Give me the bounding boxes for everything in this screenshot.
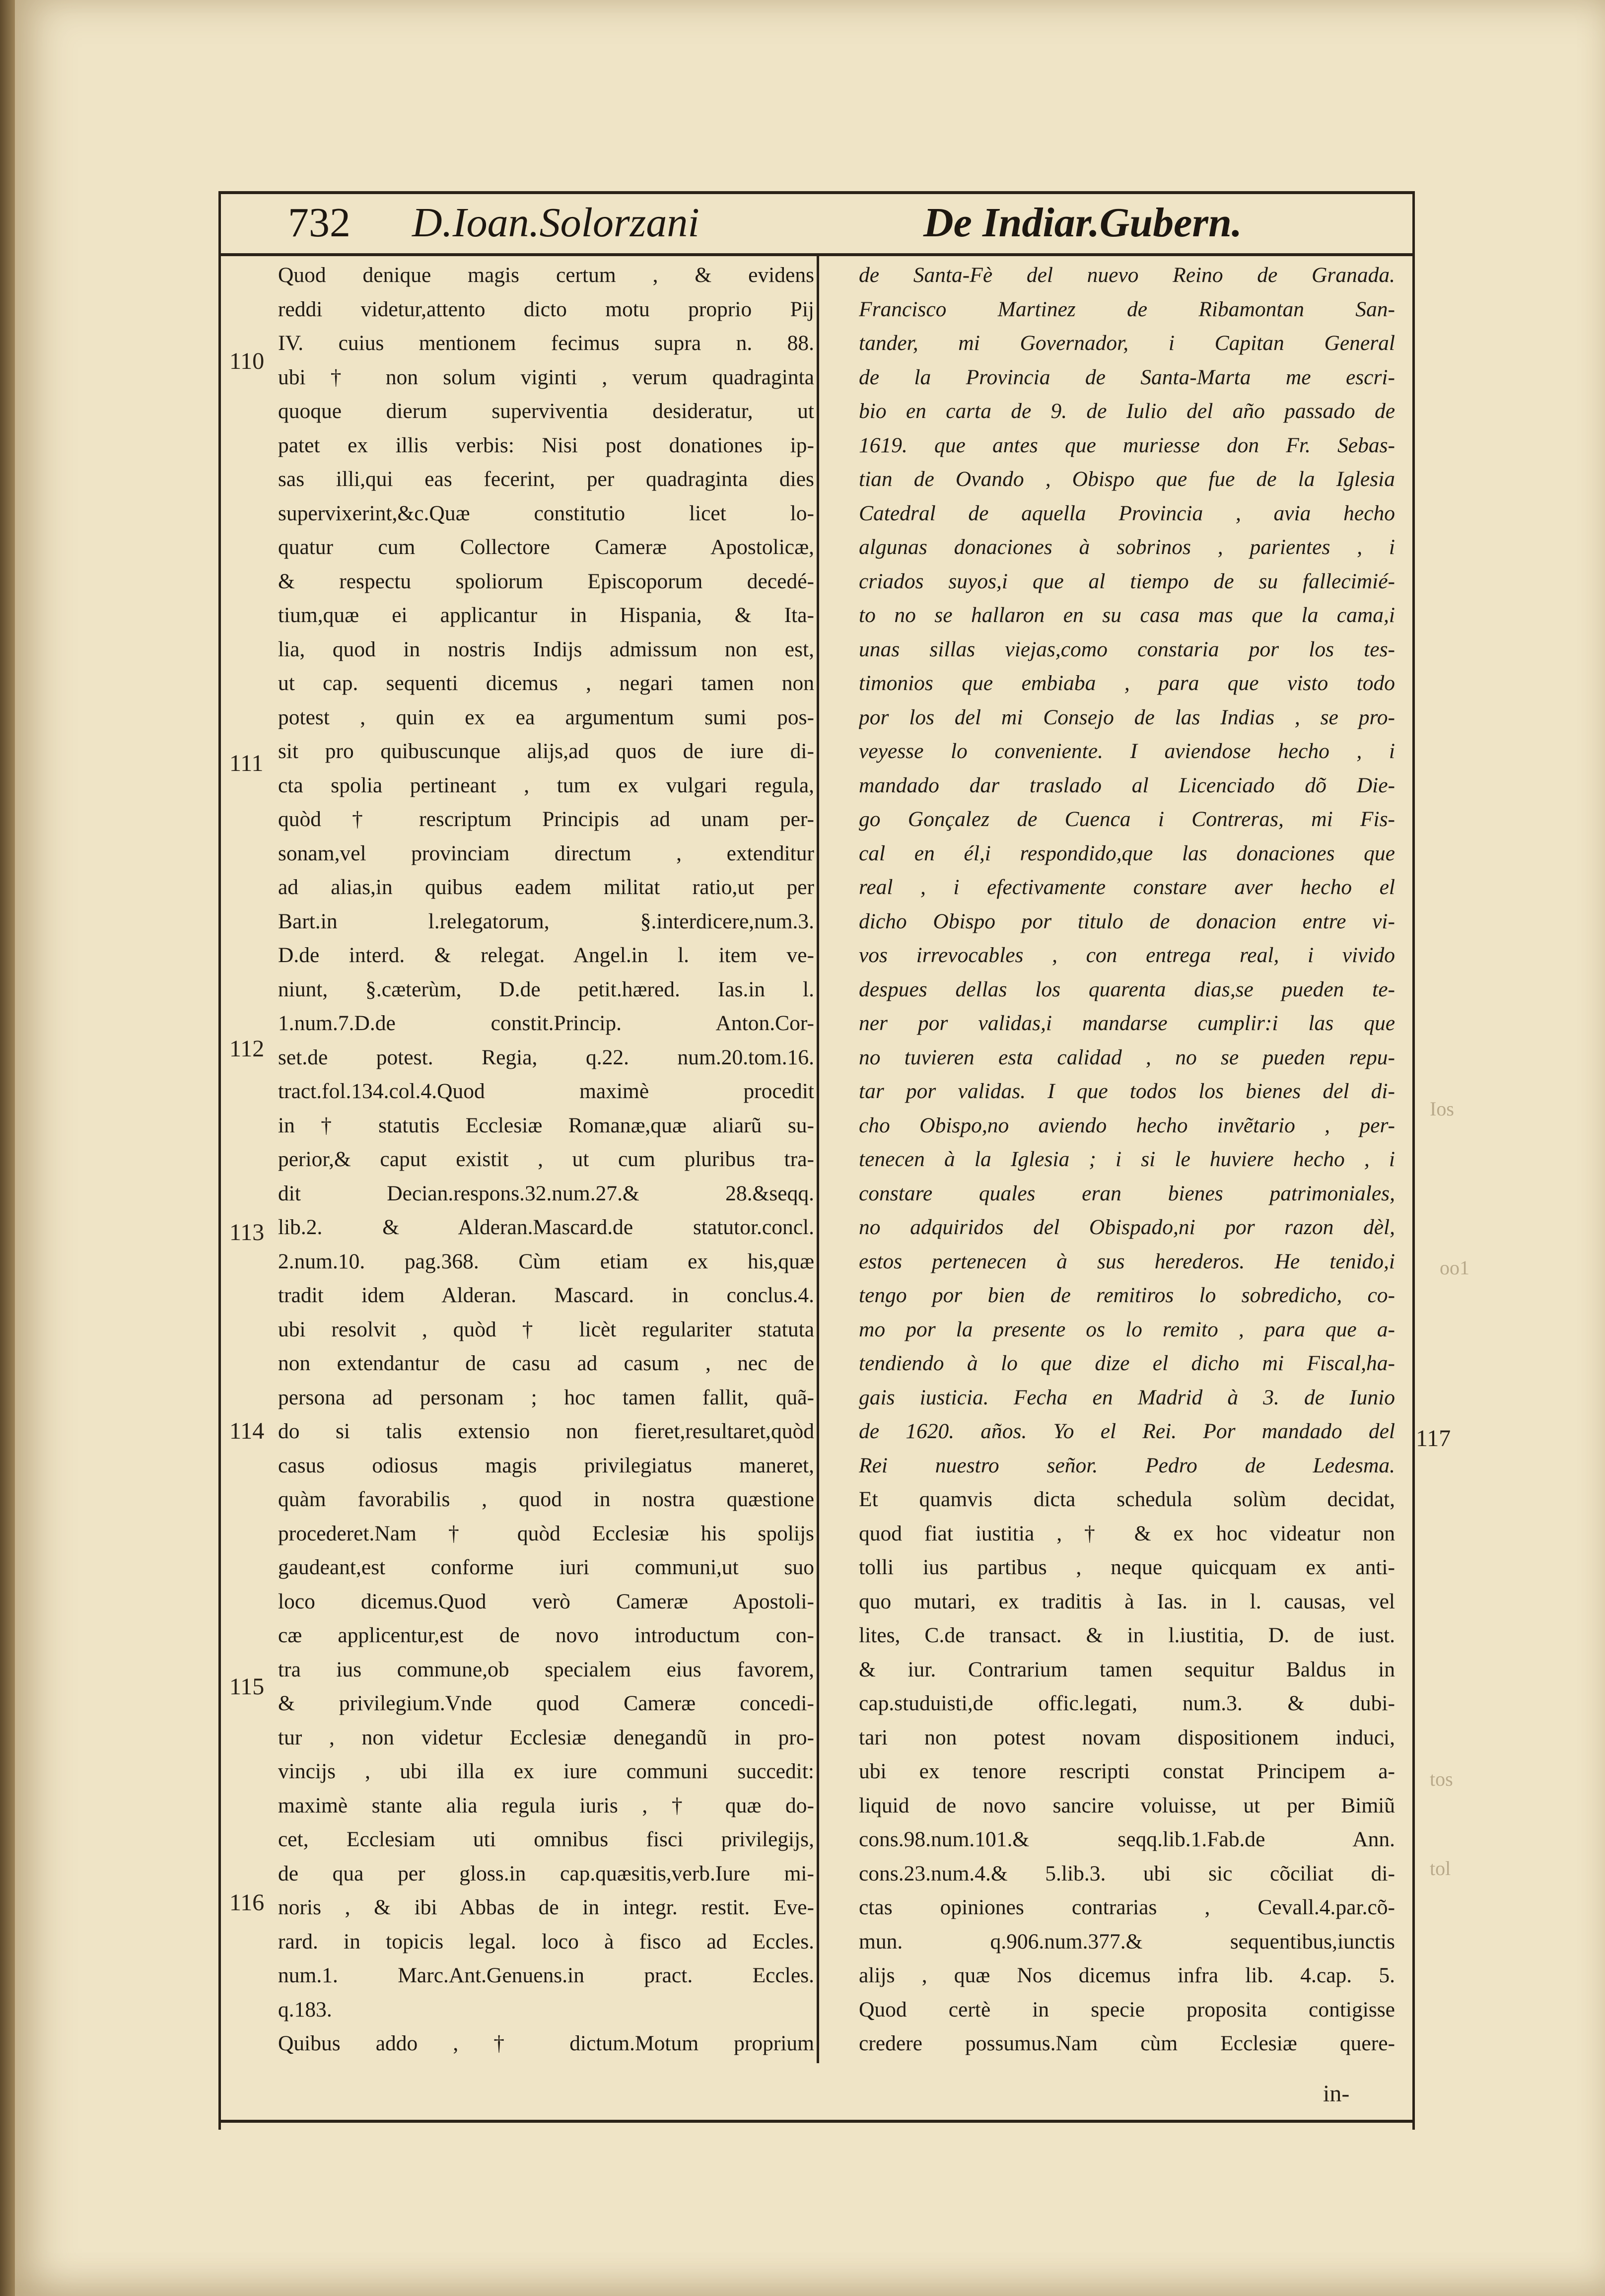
frame-bottom-rule xyxy=(218,2120,1412,2123)
text-line: bio en carta de 9. de Iulio del año passado de xyxy=(859,399,1395,423)
text-line: tar por validas. I que todos los bienes del di- xyxy=(859,1079,1395,1103)
text-line: mo por la presente os lo remito , para que a- xyxy=(859,1317,1395,1341)
text-line: potest , quin ex ea argumentum sumi pos- xyxy=(278,705,814,729)
text-line: tendiendo à lo que dize el dicho mi Fiscal,ha- xyxy=(859,1351,1395,1375)
text-line: de qua per gloss.in cap.quæsitis,verb.Iure mi- xyxy=(278,1861,814,1885)
margin-number: 114 xyxy=(229,1418,265,1444)
header-rule xyxy=(218,253,1412,256)
text-line: Bart.in l.relegatorum, §.interdicere,num.3. xyxy=(278,909,814,933)
text-line: dicho Obispo por titulo de donacion entre vi- xyxy=(859,909,1395,933)
text-line: vos irrevocables , con entrega real, i vivido xyxy=(859,943,1395,967)
text-line: casus odiosus magis privilegiatus maneret, xyxy=(278,1453,814,1477)
text-line: maximè stante alia regula iuris , † quæ do- xyxy=(278,1793,814,1817)
text-line: Quod denique magis certum , & evidens xyxy=(278,263,814,287)
text-line: loco dicemus.Quod verò Cameræ Apostoli- xyxy=(278,1589,814,1613)
running-head-author: D.Ioan.Solorzani xyxy=(412,200,699,246)
text-line: criados suyos,i que al tiempo de su fallecimié- xyxy=(859,569,1395,593)
text-line: cta spolia pertineant , tum ex vulgari regula, xyxy=(278,773,814,797)
text-line: perior,& caput existit , ut cum pluribus tra- xyxy=(278,1147,814,1171)
text-line: gais iusticia. Fecha en Madrid à 3. de Iunio xyxy=(859,1385,1395,1409)
text-line: alijs , quæ Nos dicemus infra lib. 4.cap. 5. xyxy=(859,1963,1395,1987)
frame-top-rule xyxy=(218,191,1412,194)
text-line: lites, C.de transact. & in l.iustitia, D. de iust. xyxy=(859,1623,1395,1647)
text-line: reddi videtur,attento dicto motu proprio Pij xyxy=(278,297,814,321)
text-line: mandado dar traslado al Licenciado dõ Die- xyxy=(859,773,1395,797)
margin-number: 111 xyxy=(229,750,264,776)
text-line: lia, quod in nostris Indijs admissum non est, xyxy=(278,637,814,661)
text-line: set.de potest. Regia, q.22. num.20.tom.16. xyxy=(278,1045,814,1069)
text-line: q.183. xyxy=(278,1997,332,2021)
text-line: cons.98.num.101.& seqq.lib.1.Fab.de Ann. xyxy=(859,1827,1395,1851)
text-line: 2.num.10. pag.368. Cùm etiam ex his,quæ xyxy=(278,1249,814,1273)
text-line: despues dellas los quarenta dias,se pueden te- xyxy=(859,977,1395,1001)
margin-number: 117 xyxy=(1416,1425,1451,1452)
text-line: credere possumus.Nam cùm Ecclesiæ quere- xyxy=(859,2031,1395,2055)
text-line: timonios que embiaba , para que visto todo xyxy=(859,671,1395,695)
text-line: tengo por bien de remitiros lo sobredicho, co- xyxy=(859,1283,1395,1307)
text-line: ubi ex tenore rescripti constat Principem a- xyxy=(859,1759,1395,1783)
text-line: IV. cuius mentionem fecimus supra n. 88. xyxy=(278,331,814,355)
text-line: Quod certè in specie proposita contigisse xyxy=(859,1997,1395,2021)
bleed-through-text: tol xyxy=(1430,1857,1451,1879)
text-line: algunas donaciones à sobrinos , parientes , i xyxy=(859,535,1395,559)
text-line: tenecen à la Iglesia ; i si le huviere hecho , i xyxy=(859,1147,1395,1171)
text-line: unas sillas viejas,como constaria por los tes- xyxy=(859,637,1395,661)
text-line: ubi resolvit , quòd † licèt regulariter statuta xyxy=(278,1317,814,1341)
text-line: go Gonçalez de Cuenca i Contreras, mi Fis- xyxy=(859,807,1395,831)
bleed-through-text: oo1 xyxy=(1440,1256,1469,1279)
text-line: quòd † rescriptum Principis ad unam per- xyxy=(278,807,814,831)
text-line: cap.studuisti,de offic.legati, num.3. & dubi- xyxy=(859,1691,1395,1715)
column-divider xyxy=(817,256,819,2063)
text-line: tolli ius partibus , neque quicquam ex anti- xyxy=(859,1555,1395,1579)
text-line: veyesse lo conveniente. I aviendose hecho , i xyxy=(859,739,1395,763)
text-line: cæ applicentur,est de novo introductum con- xyxy=(278,1623,814,1647)
text-line: in † statutis Ecclesiæ Romanæ,quæ aliarũ su- xyxy=(278,1113,814,1137)
text-line: Catedral de aquella Provincia , avia hecho xyxy=(859,501,1395,525)
text-line: ner por validas,i mandarse cumplir:i las que xyxy=(859,1011,1395,1035)
text-line: tra ius commune,ob specialem eius favorem, xyxy=(278,1657,814,1681)
text-line: do si talis extensio non fieret,resultaret,quòd xyxy=(278,1419,814,1443)
margin-number: 113 xyxy=(229,1219,265,1246)
text-line: Rei nuestro señor. Pedro de Ledesma. xyxy=(859,1453,1395,1477)
text-line: Francisco Martinez de Ribamontan San- xyxy=(859,297,1395,321)
text-line: & respectu spoliorum Episcoporum decedé- xyxy=(278,569,814,593)
running-head-title: De Indiar.Gubern. xyxy=(923,200,1242,246)
text-line: sonam,vel provinciam directum , extenditur xyxy=(278,841,814,865)
text-line: de la Provincia de Santa-Marta me escri- xyxy=(859,365,1395,389)
page-number: 732 xyxy=(288,200,350,246)
text-line: mun. q.906.num.377.& sequentibus,iunctis xyxy=(859,1929,1395,1953)
text-line: constare quales eran bienes patrimoniales, xyxy=(859,1181,1395,1205)
text-line: de 1620. años. Yo el Rei. Por mandado del xyxy=(859,1419,1395,1443)
margin-number: 112 xyxy=(229,1036,265,1062)
text-line: cho Obispo,no aviendo hecho invẽtario , per- xyxy=(859,1113,1395,1137)
margin-number: 115 xyxy=(229,1673,265,1700)
text-line: liquid de novo sancire voluisse, ut per Bimiũ xyxy=(859,1793,1395,1817)
text-line: estos pertenecen à sus herederos. He tenido,i xyxy=(859,1249,1395,1273)
text-line: tander, mi Governador, i Capitan General xyxy=(859,331,1395,355)
text-line: no adquiridos del Obispado,ni por razon dèl, xyxy=(859,1215,1395,1239)
text-line: ctas opiniones contrarias , Cevall.4.par.cõ- xyxy=(859,1895,1395,1919)
text-line: ut cap. sequenti dicemus , negari tamen non xyxy=(278,671,814,695)
text-line: tian de Ovando , Obispo que fue de la Iglesia xyxy=(859,467,1395,491)
text-line: persona ad personam ; hoc tamen fallit, quã- xyxy=(278,1385,814,1409)
text-line: procederet.Nam † quòd Ecclesiæ his spolijs xyxy=(278,1521,814,1545)
text-line: & privilegium.Vnde quod Cameræ concedi- xyxy=(278,1691,814,1715)
text-line: Quibus addo , † dictum.Motum proprium xyxy=(278,2031,814,2055)
text-line: D.de interd. & relegat. Angel.in l. item ve- xyxy=(278,943,814,967)
text-line: quoque dierum superviventia desideratur, ut xyxy=(278,399,814,423)
text-line: por los del mi Consejo de las Indias , se pro- xyxy=(859,705,1395,729)
text-line: quod fiat iustitia , † & ex hoc videatur non xyxy=(859,1521,1395,1545)
text-line: 1.num.7.D.de constit.Princip. Anton.Cor- xyxy=(278,1011,814,1035)
margin-number: 110 xyxy=(229,348,265,374)
margin-number: 116 xyxy=(229,1889,265,1916)
right-column xyxy=(859,258,1395,2055)
text-line: niunt, §.cæterùm, D.de petit.hæred. Ias.in l. xyxy=(278,977,814,1001)
bleed-through-text: Ios xyxy=(1430,1098,1454,1120)
text-line: & iur. Contrarium tamen sequitur Baldus in xyxy=(859,1657,1395,1681)
text-line: no tuvieren esta calidad , no se pueden repu- xyxy=(859,1045,1395,1069)
text-line: ad alias,in quibus eadem militat ratio,ut per xyxy=(278,875,814,899)
text-line: non extendantur de casu ad casum , nec de xyxy=(278,1351,814,1375)
text-line: patet ex illis verbis: Nisi post donationes ip- xyxy=(278,433,814,457)
text-line: de Santa-Fè del nuevo Reino de Granada. xyxy=(859,263,1395,287)
text-line: vincijs , ubi illa ex iure communi succedit: xyxy=(278,1759,814,1783)
text-line: cons.23.num.4.& 5.lib.3. ubi sic cõciliat di- xyxy=(859,1861,1395,1885)
text-line: real , i efectivamente constare aver hecho el xyxy=(859,875,1395,899)
text-line: tradit idem Alderan. Mascard. in conclus.4. xyxy=(278,1283,814,1307)
text-line: lib.2. & Alderan.Mascard.de statutor.concl. xyxy=(278,1215,814,1239)
text-line: sit pro quibuscunque alijs,ad quos de iure di- xyxy=(278,739,814,763)
text-line: dit Decian.respons.32.num.27.& 28.&seqq. xyxy=(278,1181,814,1205)
text-line: Et quamvis dicta schedula solùm decidat, xyxy=(859,1487,1395,1511)
text-line: tur , non videtur Ecclesiæ denegandũ in pro- xyxy=(278,1725,814,1749)
text-line: ubi † non solum viginti , verum quadraginta xyxy=(278,365,814,389)
text-line: quatur cum Collectore Cameræ Apostolicæ, xyxy=(278,535,814,559)
text-line: tium,quæ ei applicantur in Hispania, & Ita- xyxy=(278,603,814,627)
text-line: tract.fol.134.col.4.Quod maximè procedit xyxy=(278,1079,814,1103)
text-line: 1619. que antes que muriesse don Fr. Sebas- xyxy=(859,433,1395,457)
text-line: sas illi,qui eas fecerint, per quadraginta dies xyxy=(278,467,814,491)
text-line: num.1. Marc.Ant.Genuens.in pract. Eccles. xyxy=(278,1963,814,1987)
text-line: cal en él,i respondido,que las donaciones que xyxy=(859,841,1395,865)
text-line: supervixerint,&c.Quæ constitutio licet lo- xyxy=(278,501,814,525)
text-line: to no se hallaron en su casa mas que la cama,i xyxy=(859,603,1395,627)
text-line: gaudeant,est conforme iuri communi,ut suo xyxy=(278,1555,814,1579)
catchword: in- xyxy=(1323,2081,1350,2107)
left-column xyxy=(278,258,814,2055)
text-line: tari non potest novam dispositionem induci, xyxy=(859,1725,1395,1749)
text-line: quo mutari, ex traditis à Ias. in l. causas, vel xyxy=(859,1589,1395,1613)
text-line: quàm favorabilis , quod in nostra quæstione xyxy=(278,1487,814,1511)
text-line: rard. in topicis legal. loco à fisco ad Eccles. xyxy=(278,1929,814,1953)
text-line: cet, Ecclesiam uti omnibus fisci privilegijs, xyxy=(278,1827,814,1851)
bleed-through-text: tos xyxy=(1430,1768,1453,1790)
text-line: noris , & ibi Abbas de in integr. restit. Eve- xyxy=(278,1895,814,1919)
